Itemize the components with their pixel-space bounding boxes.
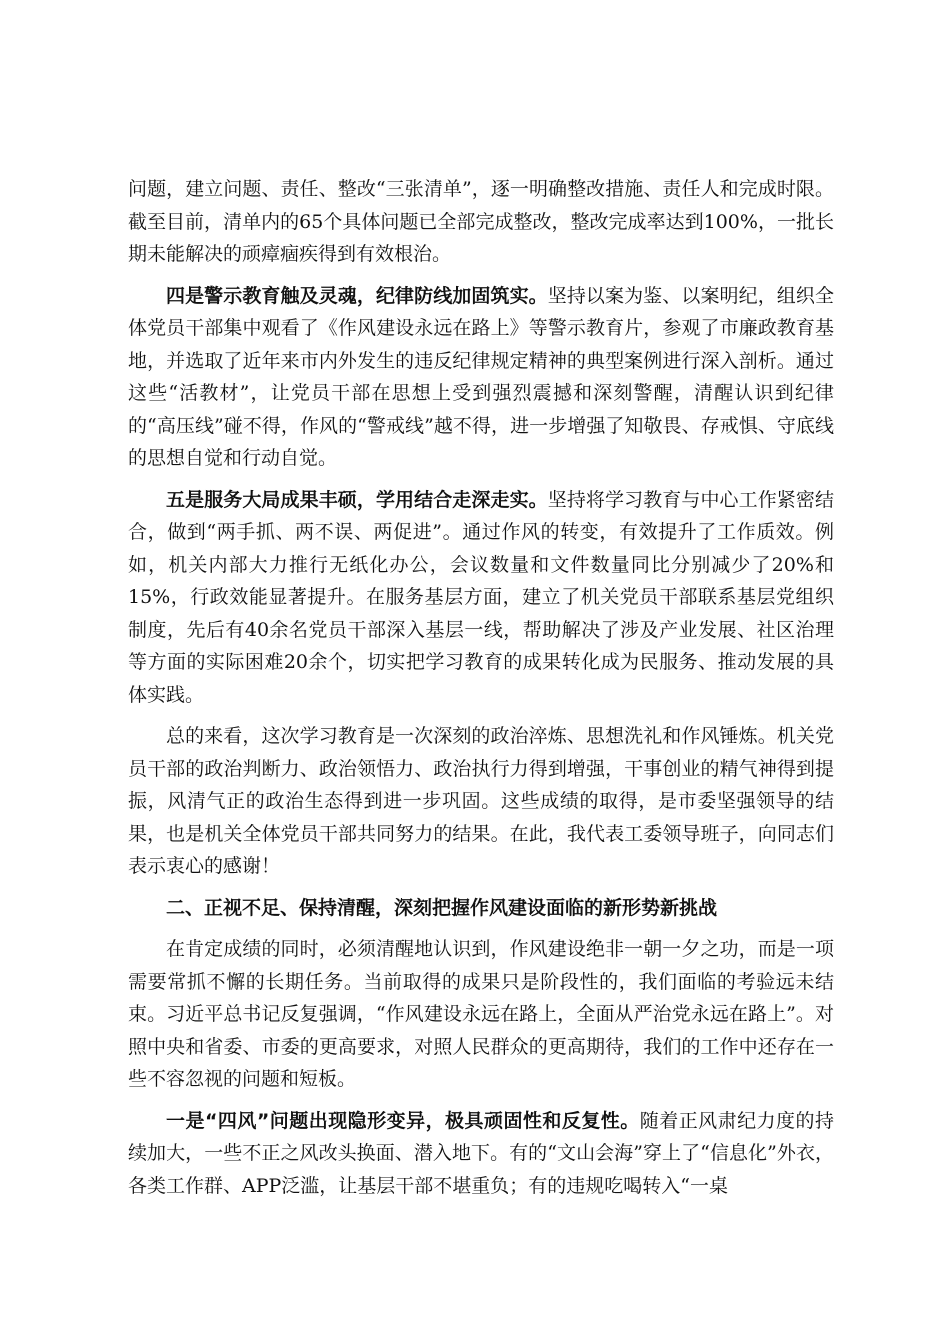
paragraph-text: 在肯定成绩的同时，必须清醒地认识到，作风建设绝非一朝一夕之功，而是一项需要常抓不懈的长期任务。当前取得的成果只是阶段性的，我们面临的考验远未结束。习近平总书记反复强调，“作风建设永远在路上，全面从严治党永远在路上”。对照中央和省委、市委的更高要求，对照人民群众的更高期待，我们的工作中还存在一些不容忽视的问题和短板。	[128, 938, 834, 1090]
paragraph-point-five	[128, 484, 834, 712]
paragraph-point-four	[128, 280, 834, 475]
paragraph-text: 总的来看，这次学习教育是一次深刻的政治淬炼、思想洗礼和作风锤炼。机关党员干部的政治判断力、政治领悟力、政治执行力得到增强，干事创业的精气神得到提振，风清气正的政治生态得到进一步巩固。这些成绩的取得，是市委坚强领导的结果，也是机关全体党员干部共同努力的结果。在此，我代表工委领导班子，向同志们表示衷心的感谢！	[128, 725, 834, 877]
paragraph-summary	[128, 720, 834, 883]
paragraph-lead: 五是服务大局成果丰硕，学用结合走深走实。	[166, 488, 548, 511]
paragraph-text: 坚持将学习教育与中心工作紧密结合，做到“两手抓、两不误、两促进”。通过作风的转变，有效提升了工作质效。例如，机关内部大力推行无纸化办公，会议数量和文件数量同比分别减少了20%和15%，行政效能显著提升。在服务基层方面，建立了机关党员干部联系基层党组织制度，先后有40余名党员干部深入基层一线，帮助解决了涉及产业发展、社区治理等方面的实际困难20余个，切实把学习教育的成果转化成为民服务、推动发展的具体实践。	[128, 488, 834, 706]
paragraph-text: 问题，建立问题、责任、整改“三张清单”，逐一明确整改措施、责任人和完成时限。截至目前，清单内的65个具体问题已全部完成整改，整改完成率达到100%，一批长期未能解决的顽瘴痼疾得到有效根治。	[128, 178, 834, 265]
paragraph-text: 坚持以案为鉴、以案明纪，组织全体党员干部集中观看了《作风建设永远在路上》等警示教育片，参观了市廉政教育基地，并选取了近年来市内外发生的违反纪律规定精神的典型案例进行深入剖析。通过这些“活教材”，让党员干部在思想上受到强烈震撼和深刻警醒，清醒认识到纪律的“高压线”碰不得，作风的“警戒线”越不得，进一步增强了知敬畏、存戒惧、守底线的思想自觉和行动自觉。	[128, 284, 834, 469]
section-heading: 二、正视不足、保持清醒，深刻把握作风建设面临的新形势新挑战	[166, 896, 718, 919]
paragraph-lead: 一是“四风”问题出现隐形变异，极具顽固性和反复性。	[166, 1109, 640, 1132]
paragraph-continuation	[128, 173, 834, 271]
paragraph-intro	[128, 933, 834, 1096]
paragraph-lead: 四是警示教育触及灵魂，纪律防线加固筑实。	[166, 284, 548, 307]
paragraph-text: 随着正风肃纪力度的持续加大，一些不正之风改头换面、潜入地下。有的“文山会海”穿上了“信息化”外衣，各类工作群、APP泛滥，让基层干部不堪重负；有的违规吃喝转入“一桌	[128, 1109, 834, 1197]
document-body	[128, 173, 834, 1211]
paragraph-point-one	[128, 1105, 834, 1203]
